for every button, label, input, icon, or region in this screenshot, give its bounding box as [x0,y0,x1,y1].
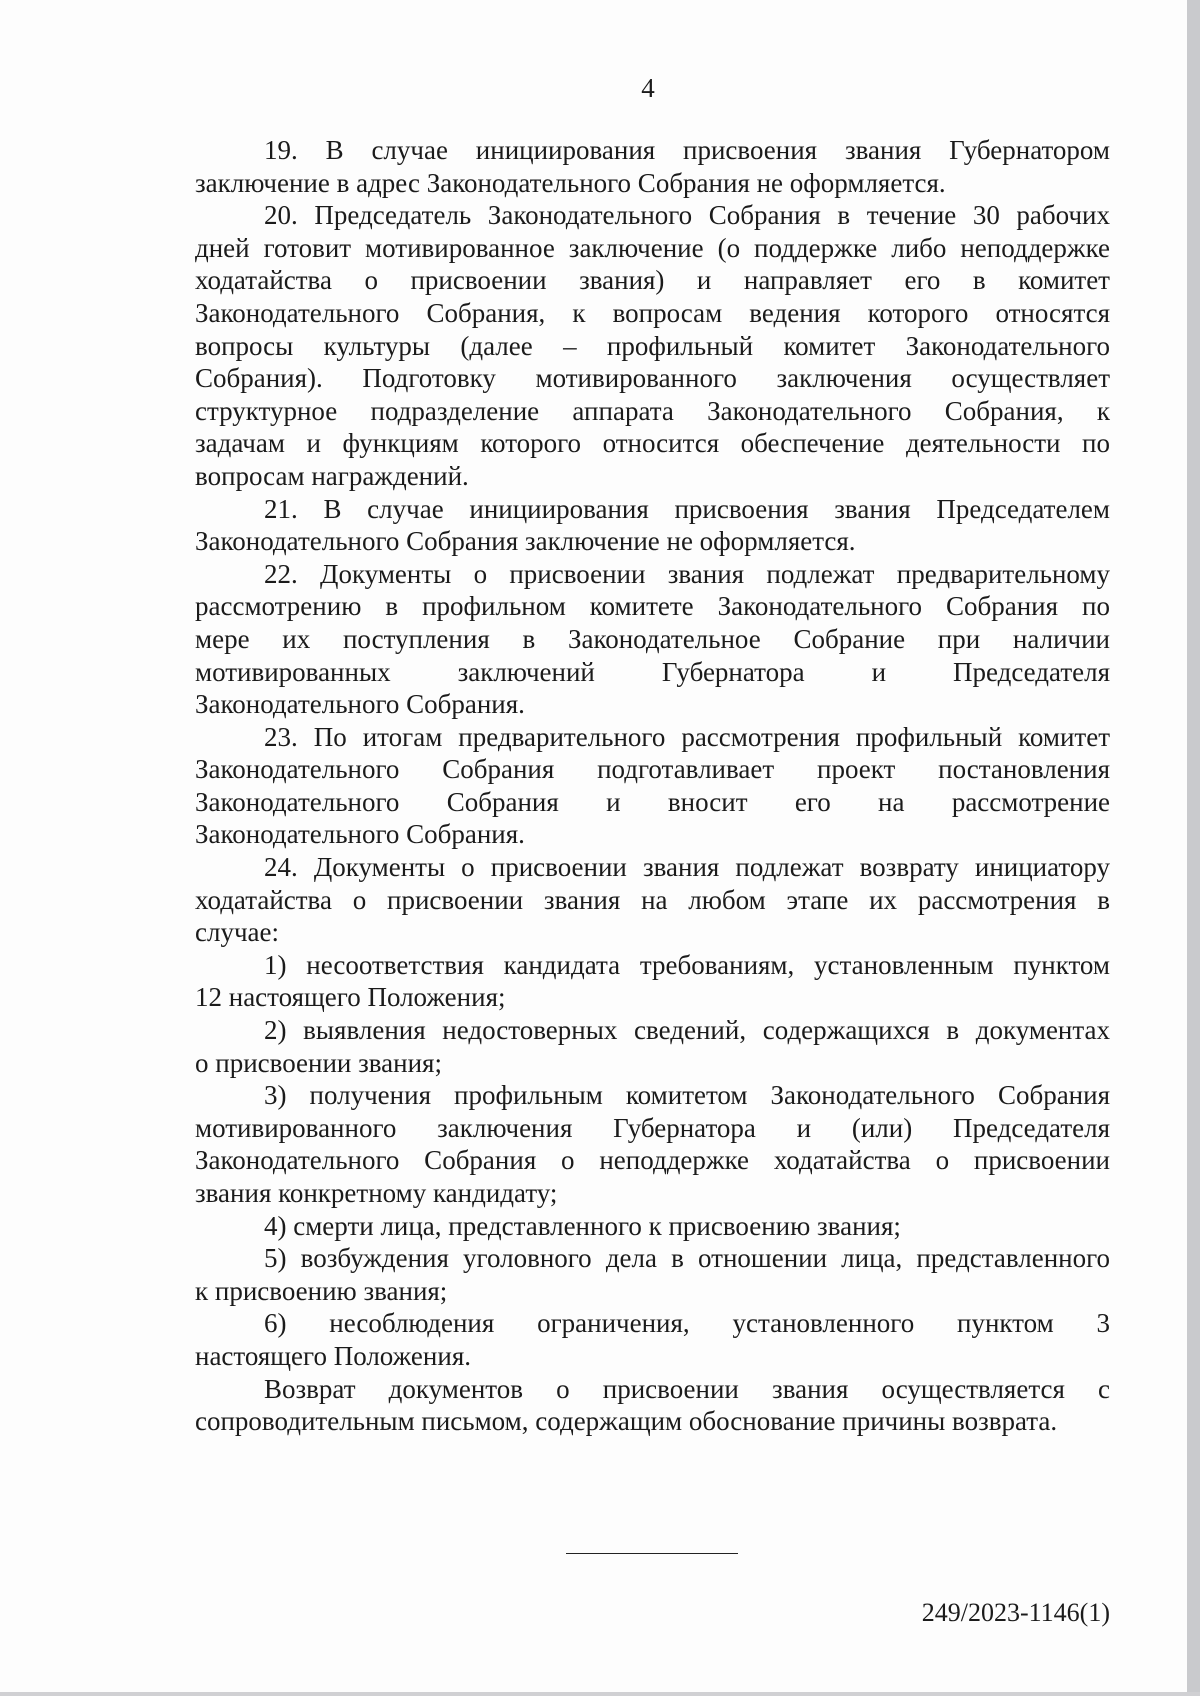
paragraph-line: сопроводительным письмом, содержащим обоснование причины возврата. [195,1406,1058,1437]
paragraph-line: случае: [195,917,280,948]
paragraph-line: ходатайства о присвоении звания) и направляет его в комитет [195,265,1110,296]
paragraph-line: мотивированных заключений Губернатора и Председателя [195,656,1110,687]
paragraph-line: структурное подразделение аппарата Законодательного Собрания, к [195,395,1110,426]
paragraph [195,1014,1110,1079]
paragraph-line: 24. Документы о присвоении звания подлежат возврату инициатору [264,852,1110,883]
paragraph-line: вопросам награждений. [195,460,469,491]
paragraph-line: 22. Документы о присвоении звания подлежат предварительному [264,558,1110,589]
paragraph-line: 2) выявления недостоверных сведений, содержащихся в документах [264,1015,1110,1046]
paragraph [195,199,1110,492]
paragraph [195,493,1110,558]
paragraph-line: звания конкретному кандидату; [195,1178,558,1208]
scan-edge-right [1187,0,1200,1696]
paragraph [195,1242,1110,1307]
paragraph-line: 20. Председатель Законодательного Собрания в течение 30 рабочих [264,200,1110,231]
paragraph-line: настоящего Положения. [195,1340,471,1371]
paragraph [195,1373,1110,1438]
paragraph [195,134,1110,199]
paragraph-line: Собрания). Подготовку мотивированного заключения осуществляет [195,363,1110,394]
paragraph-line: 23. По итогам предварительного рассмотрения профильный комитет [264,721,1110,752]
paragraph-line: мере их поступления в Законодательное Собрание при наличии [195,623,1110,654]
paragraph-line: заключение в адрес Законодательного Собрания не оформляется. [195,167,946,198]
paragraph [195,558,1110,721]
paragraph-line: 19. В случае инициирования присвоения звания Губернатором [264,135,1110,165]
paragraph-line: Законодательного Собрания подготавливает проект постановления [195,754,1110,785]
paragraph-line: 4) смерти лица, представленного к присвоению звания; [264,1210,901,1241]
scan-edge-bottom [0,1692,1200,1696]
paragraph-line: мотивированного заключения Губернатора и (или) Председателя [195,1112,1110,1143]
paragraph-line: вопросы культуры (далее – профильный комитет Законодательного [195,330,1110,361]
paragraph-line: Законодательного Собрания заключение не оформляется. [195,526,856,557]
paragraph-line: 6) несоблюдения ограничения, установленного пунктом 3 [264,1308,1110,1339]
paragraph-line: рассмотрению в профильном комитете Законодательного Собрания по [195,591,1110,622]
document-code: 249/2023-1146(1) [921,1598,1110,1627]
paragraph-line: 21. В случае инициирования присвоения звания Председателем [264,493,1110,524]
paragraph-line: Законодательного Собрания и вносит его на рассмотрение [195,786,1110,817]
paragraph-line: Законодательного Собрания. [195,819,525,850]
end-rule [566,1553,738,1554]
paragraph [195,851,1110,949]
page-number: 4 [641,73,655,103]
paragraph-line: задачам и функциям которого относится обеспечение деятельности по [195,428,1110,459]
paragraph-line: 1) несоответствия кандидата требованиям, установленным пунктом [264,949,1110,980]
paragraph-line: 3) получения профильным комитетом Законодательного Собрания [264,1080,1110,1111]
paragraph-line: Возврат документов о присвоении звания осуществляется с [264,1373,1110,1404]
paragraph-line: о присвоении звания; [195,1047,442,1078]
paragraph [195,1210,1110,1243]
paragraph-line: 5) возбуждения уголовного дела в отношении лица, представленного [264,1243,1110,1274]
paragraph [195,1307,1110,1372]
document-body [195,134,1110,1438]
paragraph-line: Законодательного Собрания, к вопросам ведения которого относятся [195,297,1110,328]
paragraph [195,1079,1110,1209]
paragraph-line: к присвоению звания; [195,1275,448,1306]
paragraph [195,721,1110,851]
paragraph [195,949,1110,1014]
paragraph-line: Законодательного Собрания. [195,689,525,720]
paragraph-line: Законодательного Собрания о неподдержке ходатайства о присвоении [195,1145,1110,1176]
paragraph-line: 12 настоящего Положения; [195,982,506,1013]
paragraph-line: дней готовит мотивированное заключение (о поддержке либо неподдержке [195,232,1110,263]
paragraph-line: ходатайства о присвоении звания на любом этапе их рассмотрения в [195,884,1110,915]
